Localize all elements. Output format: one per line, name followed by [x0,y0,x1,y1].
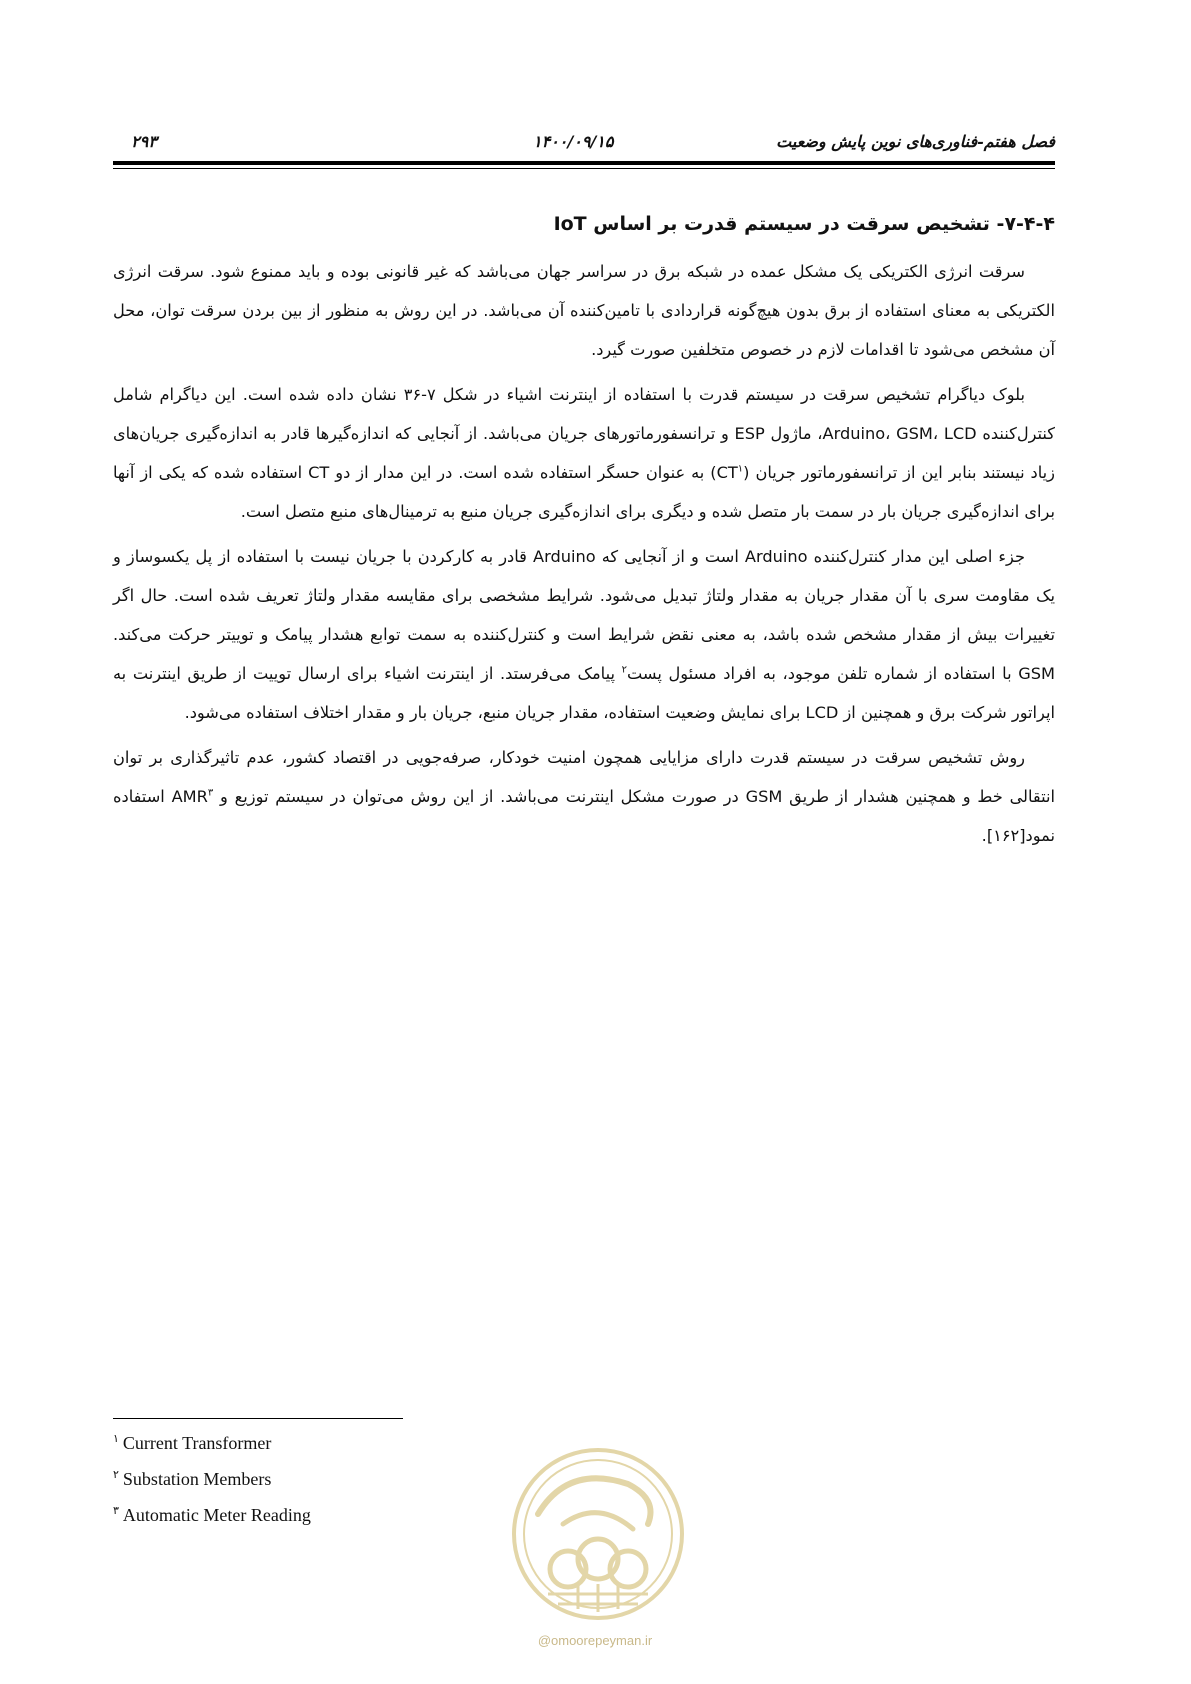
paragraph-2 [113,375,1055,531]
paragraph-4 [113,738,1055,855]
footnote-2 [113,1468,311,1504]
paragraph-3-text-b: پیامک می‌فرستد. از اینترنت اشیاء برای ارسال توییت از طریق اینترنت به اپراتور شرکت برق و همچنین از LCD برای نمایش وضعیت استفاده، مقدار جریان منبع، جریان بار و مقدار اختلاف استفاده می‌شود. [113,664,1055,722]
footnote-3 [113,1504,311,1540]
footnote-3-num: ۳ [113,1505,119,1517]
page-header [113,128,1055,156]
footnote-2-num: ۲ [113,1469,119,1481]
paragraph-3-text-a: جزء اصلی این مدار کنترل‌کننده Arduino است و از آنجایی که Arduino قادر به کارکردن با جریان نیست با استفاده از پل یکسوساز و یک مقاومت سری با آن مقدار جریان به مقدار ولتاژ تبدیل می‌شود. شرایط مشخصی برای مقایسه مقدار ولتاژ تعریف شده است. حال اگر تغییرات بیش از مقدار مشخص شده باشد، به معنی نقض شرایط است و کنترل‌کننده به سمت توابع هشدار پیامک و توییتر حرکت می‌کند. GSM با استفاده از شماره تلفن موجود، به افراد مسئول پست [113,547,1056,683]
footnotes [113,1432,311,1540]
footnote-1 [113,1432,311,1468]
page-number: ۲۹۳ [131,132,157,151]
header-rule-thick [113,161,1055,165]
paragraph-4-text-b: استفاده نمود[۱۶۲]. [113,787,1055,845]
chapter-title: فصل هفتم-فناوری‌های نوین پایش وضعیت [776,132,1055,151]
watermark-text: @omoorepeyman.ir [537,1633,653,1648]
footnote-ref-1: ۱ [737,463,744,475]
section-title: ۷-۴-۴- تشخیص سرقت در سیستم قدرت بر اساس IoT [553,213,1055,235]
footnote-1-num: ۱ [113,1433,119,1445]
footnote-separator [113,1418,403,1419]
footnote-ref-2: ۲ [621,664,628,676]
header-date: ۱۴۰۰/۰۹/۱۵ [533,132,614,151]
paragraph-1-text: سرقت انرژی الکتریکی یک مشکل عمده در شبکه برق در سراسر جهان می‌باشد که غیر قانونی بوده و باید ممنوع شود. سرقت انرژی الکتریکی به معنای استفاده از برق بدون هیچ‌گونه قراردادی با تامین‌کننده آن می‌باشد. در این روش به منظور از بین بردن سرقت توان، محل آن مشخص می‌شود تا اقدامات لازم در خصوص متخلفین صورت گیرد. [113,262,1055,359]
header-rule-thin [113,168,1055,169]
paragraph-1 [113,252,1055,369]
paragraph-4-text-a: روش تشخیص سرقت در سیستم قدرت دارای مزایایی همچون امنیت خودکار، صرفه‌جویی در اقتصاد کشور، عدم تاثیرگذاری بر توان انتقالی خط و همچنین هشدار از طریق GSM در صورت مشکل اینترنت می‌باشد. از این روش می‌توان در سیستم توزیع و AMR [113,748,1055,806]
seal-logo-icon [508,1444,688,1624]
paragraph-2-text-a: بلوک دیاگرام تشخیص سرقت در سیستم قدرت با استفاده از اینترنت اشیاء در شکل ۷-۳۶ نشان داده شده است. این دیاگرام شامل کنترل‌کننده Arduino، GSM، LCD، ماژول ESP و ترانسفورماتورهای جریان می‌باشد. از آنجایی که اندازه‌گیرها قادر به اندازه‌گیری جریان‌های زیاد نیستند بنابر این از ترانسفورماتور جریان (CT [113,385,1055,482]
main-content [113,210,1055,861]
footnote-ref-3: ۳ [207,787,214,799]
footnote-1-text: Current Transformer [122,1433,272,1453]
footnote-3-text: Automatic Meter Reading [122,1505,311,1525]
paragraph-2-text-b: ) به عنوان حسگر استفاده شده است. در این مدار از دو CT استفاده شده که یکی از آنها برای اندازه‌گیری جریان بار در سمت بار متصل شده و دیگری برای اندازه‌گیری جریان منبع به ترمینال‌های منبع متصل است. [113,463,1055,521]
footnote-2-text: Substation Members [122,1469,272,1489]
paragraph-3 [113,537,1055,732]
